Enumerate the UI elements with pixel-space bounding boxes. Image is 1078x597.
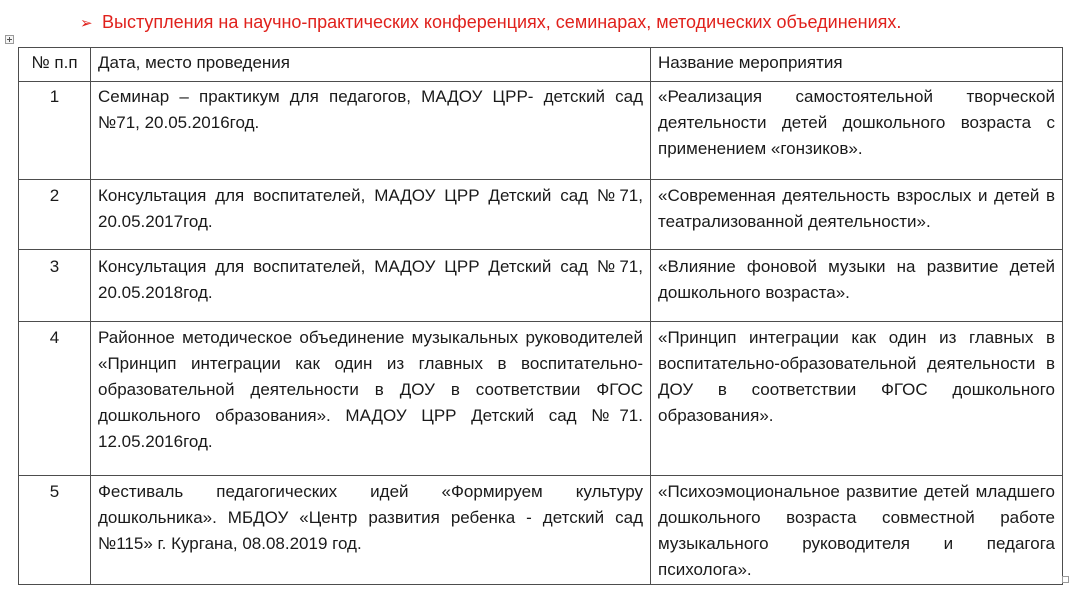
row-place-cell xyxy=(91,82,651,180)
row-title: «Принцип интеграции как один из главных в воспитательно-образовательной деятельности в ДОУ в соответствии ФГОС дошкольного образования». xyxy=(658,328,1055,425)
row-place: Районное методическое объединение музыкальных руководителей «Принцип интеграции как один из главных в воспитательно-образовательной деятельности в ДОУ в соответствии ФГОС дошкольного образования». МАДОУ ЦРР Детский сад №71. 12.05.2016год. xyxy=(98,328,643,451)
row-place: Фестиваль педагогических идей «Формируем культуру дошкольника». МБДОУ «Центр развития ребенка - детский сад №115» г. Кургана, 08.08.2019 год. xyxy=(98,482,643,553)
row-place-cell xyxy=(91,180,651,250)
row-place: Консультация для воспитателей, МАДОУ ЦРР Детский сад №71, 20.05.2017год. xyxy=(98,186,643,231)
column-header-place: Дата, место проведения xyxy=(91,48,651,82)
row-place-cell xyxy=(91,322,651,476)
section-heading xyxy=(80,8,1020,36)
row-place: Консультация для воспитателей, МАДОУ ЦРР Детский сад №71, 20.05.2018год. xyxy=(98,257,643,302)
table-row xyxy=(19,250,1063,322)
resize-handle-icon[interactable] xyxy=(1062,576,1069,583)
row-title-cell xyxy=(651,82,1063,180)
section-heading-text: Выступления на научно-практических конференциях, семинарах, методических объединениях. xyxy=(102,12,902,32)
row-number: 5 xyxy=(19,476,91,585)
row-title-cell xyxy=(651,180,1063,250)
row-number: 4 xyxy=(19,322,91,476)
row-place-cell xyxy=(91,250,651,322)
row-title: «Влияние фоновой музыки на развитие детей дошкольного возраста». xyxy=(658,257,1055,302)
table-row xyxy=(19,180,1063,250)
row-title: «Психоэмоциональное развитие детей младшего дошкольного возраста совместной работе музыкального руководителя и педагога психолога». xyxy=(658,482,1055,579)
table-row xyxy=(19,322,1063,476)
table-row xyxy=(19,476,1063,585)
table-header-row xyxy=(19,48,1063,82)
row-place-cell xyxy=(91,476,651,585)
row-number: 1 xyxy=(19,82,91,180)
row-title-cell xyxy=(651,250,1063,322)
row-title: «Современная деятельность взрослых и детей в театрализованной деятельности». xyxy=(658,186,1055,231)
column-header-number: № п.п xyxy=(19,48,91,82)
column-header-title: Название мероприятия xyxy=(651,48,1063,82)
arrow-bullet-icon: ➢ xyxy=(80,15,93,32)
row-number: 2 xyxy=(19,180,91,250)
row-number: 3 xyxy=(19,250,91,322)
row-title-cell xyxy=(651,476,1063,585)
events-table xyxy=(18,47,1063,585)
row-title-cell xyxy=(651,322,1063,476)
row-title: «Реализация самостоятельной творческой деятельности детей дошкольного возраста с применением «гонзиков». xyxy=(658,87,1055,158)
row-place: Семинар – практикум для педагогов, МАДОУ ЦРР- детский сад №71, 20.05.2016год. xyxy=(98,87,643,132)
table-row xyxy=(19,82,1063,180)
move-handle-icon[interactable] xyxy=(5,35,14,44)
